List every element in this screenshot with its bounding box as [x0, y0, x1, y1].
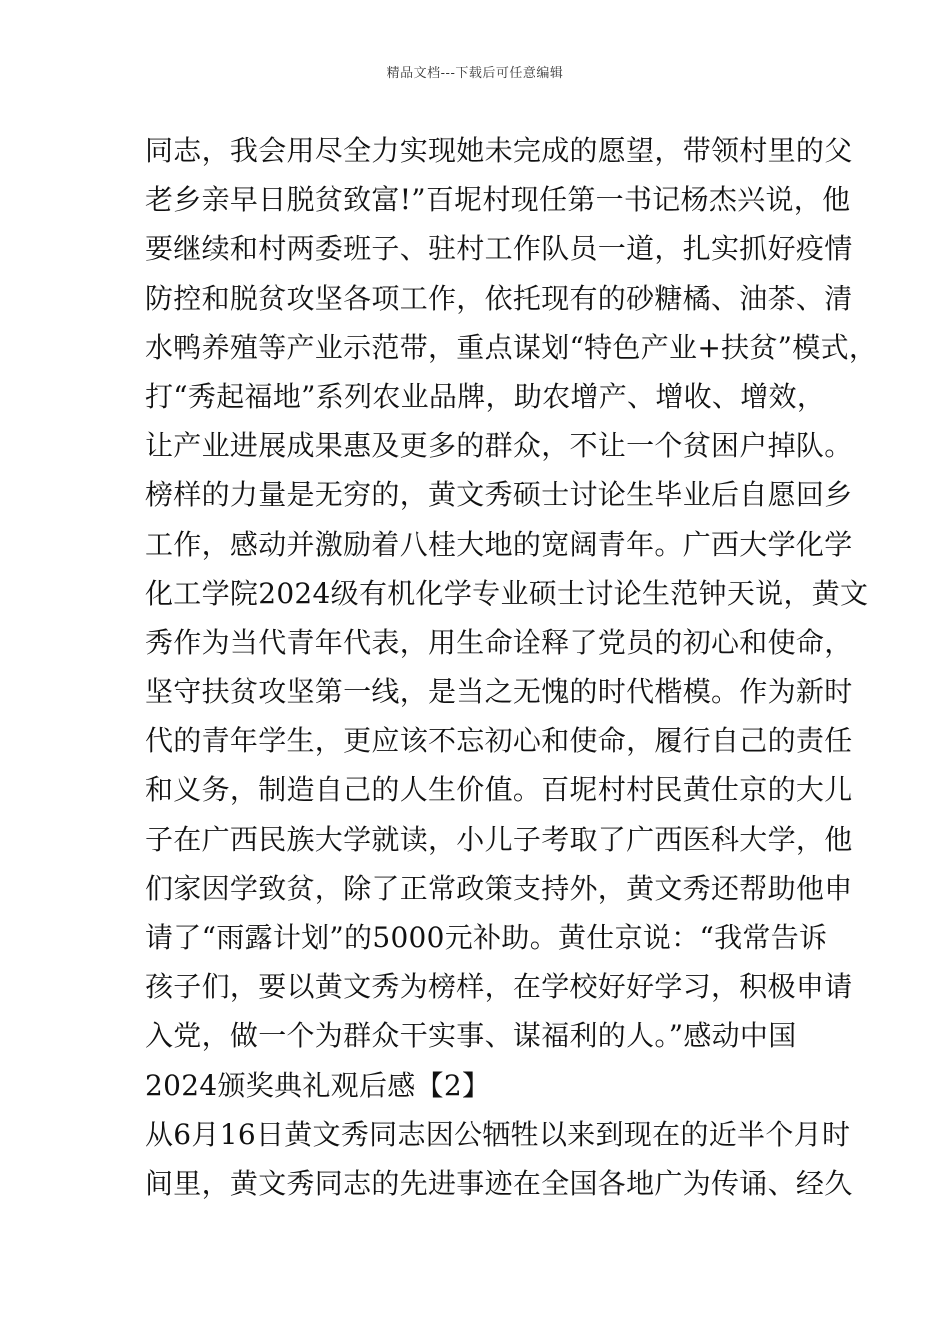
text-line: 坚守扶贫攻坚第一线，是当之无愧的时代楷模。作为新时 [145, 675, 853, 709]
text-line: 老乡亲早日脱贫致富!”百坭村现任第一书记杨杰兴说，他 [145, 183, 851, 217]
text-line: 和义务，制造自己的人生价值。百坭村村民黄仕京的大儿 [145, 773, 853, 807]
text-line: 打“秀起福地”系列农业品牌，助农增产、增收、增效， [145, 379, 826, 413]
section-heading: 2024颁奖典礼观后感【2】 [145, 1068, 491, 1102]
text-line: 秀作为当代青年代表，用生命诠释了党员的初心和使命， [145, 625, 853, 659]
text-line: 代的青年学生，更应该不忘初心和使命，履行自己的责任 [145, 724, 853, 758]
text-line: 防控和脱贫攻坚各项工作，依托现有的砂糖橘、油茶、清 [145, 281, 853, 315]
text-line: 们家因学致贫，除了正常政策支持外，黄文秀还帮助他申 [145, 871, 853, 905]
text-line: 请了“雨露计划”的5000元补助。黄仕京说：“我常告诉 [145, 921, 828, 954]
text-line: 化工学院2024级有机化学专业硕士讨论生范钟天说，黄文 [145, 576, 869, 610]
text-line: 孩子们，要以黄文秀为榜样，在学校好好学习，积极申请 [145, 970, 853, 1004]
text-line: 同志，我会用尽全力实现她未完成的愿望，带领村里的父 [145, 134, 853, 167]
text-line: 工作，感动并激励着八桂大地的宽阔青年。广西大学化学 [145, 527, 853, 561]
text-line: 子在广西民族大学就读，小儿子考取了广西医科大学，他 [145, 822, 853, 856]
text-line: 水鸭养殖等产业示范带，重点谋划“特色产业+扶贫”模式， [145, 330, 878, 364]
page-header: 精品文档---下载后可任意编辑 [386, 66, 564, 81]
text-line: 要继续和村两委班子、驻村工作队员一道，扎实抓好疫情 [145, 232, 853, 266]
text-line: 入党，做一个为群众干实事、谋福利的人。”感动中国 [145, 1019, 797, 1053]
text-line: 让产业进展成果惠及更多的群众，不让一个贫困户掉队。 [145, 429, 853, 463]
body-text [145, 126, 878, 1208]
text-line: 间里，黄文秀同志的先进事迹在全国各地广为传诵、经久 [145, 1166, 853, 1200]
text-line: 榜样的力量是无穷的，黄文秀硕士讨论生毕业后自愿回乡 [145, 478, 853, 512]
text-line: 从6月16日黄文秀同志因公牺牲以来到现在的近半个月时 [145, 1117, 851, 1151]
